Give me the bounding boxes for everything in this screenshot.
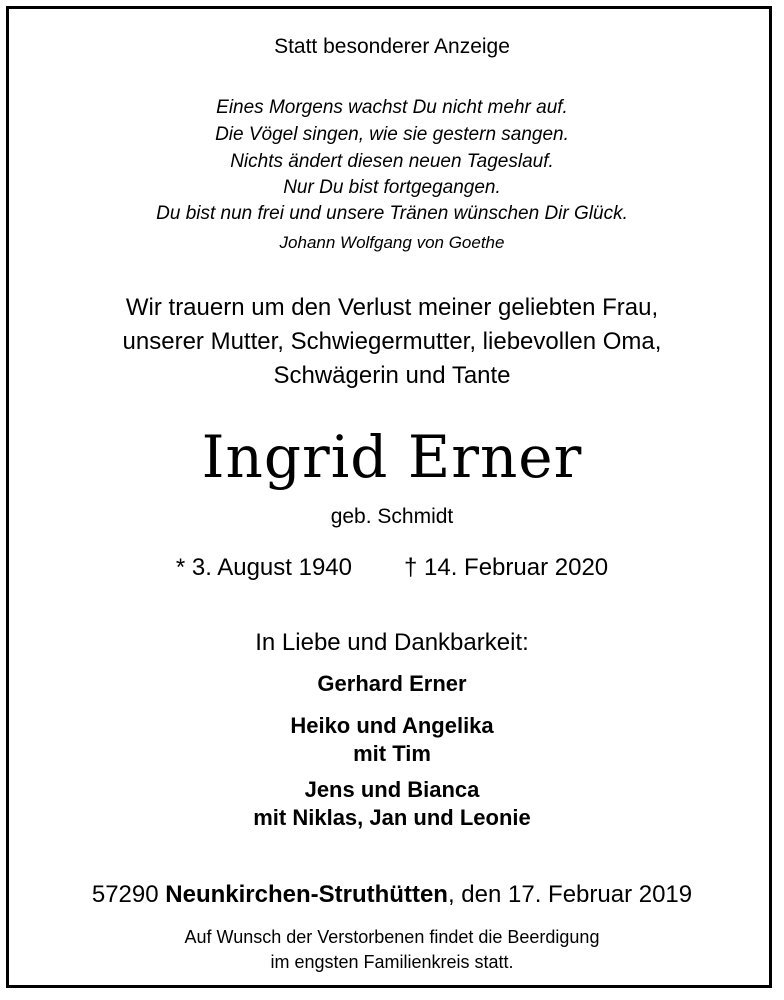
mourning-line: unserer Mutter, Schwiegermutter, liebevollen Oma, <box>122 328 662 355</box>
funeral-note-line: Auf Wunsch der Verstorbenen findet die Beerdigung <box>184 927 600 947</box>
birth-date: * 3. August 1940 <box>175 554 352 581</box>
town: Neunkirchen-Struthütten <box>165 881 448 908</box>
mourning-line: Schwägerin und Tante <box>273 362 511 389</box>
poem-author: Johann Wolfgang von Goethe <box>279 233 505 252</box>
poem-line: Nichts ändert diesen neuen Tageslauf. <box>230 151 554 172</box>
poem-line: Die Vögel singen, wie sie gestern sangen. <box>215 124 569 145</box>
notice-date: , den 17. Februar 2019 <box>447 881 693 908</box>
family-member: Heiko und Angelika <box>290 713 494 738</box>
obituary-frame <box>6 6 772 988</box>
family-member: Gerhard Erner <box>317 671 467 696</box>
maiden-name: geb. Schmidt <box>330 505 454 528</box>
postcode: 57290 <box>91 881 159 908</box>
family-member: mit Tim <box>353 741 431 766</box>
poem-line: Du bist nun frei und unsere Tränen wünschen Dir Glück. <box>156 203 628 224</box>
place-and-date <box>9 881 775 909</box>
life-dates <box>9 554 775 582</box>
death-date: † 14. Februar 2020 <box>404 554 609 581</box>
funeral-note-line: im engsten Familienkreis statt. <box>270 952 514 972</box>
deceased-name: Ingrid Erner <box>201 423 583 491</box>
mourning-line: Wir trauern um den Verlust meiner geliebten Frau, <box>125 294 659 321</box>
header-text: Statt besonderer Anzeige <box>274 35 510 58</box>
family-member: mit Niklas, Jan und Leonie <box>253 805 531 830</box>
poem-line: Eines Morgens wachst Du nicht mehr auf. <box>216 97 568 118</box>
poem-line: Nur Du bist fortgegangen. <box>283 177 501 198</box>
family-intro: In Liebe und Dankbarkeit: <box>255 629 529 656</box>
family-member: Jens und Bianca <box>304 777 480 802</box>
